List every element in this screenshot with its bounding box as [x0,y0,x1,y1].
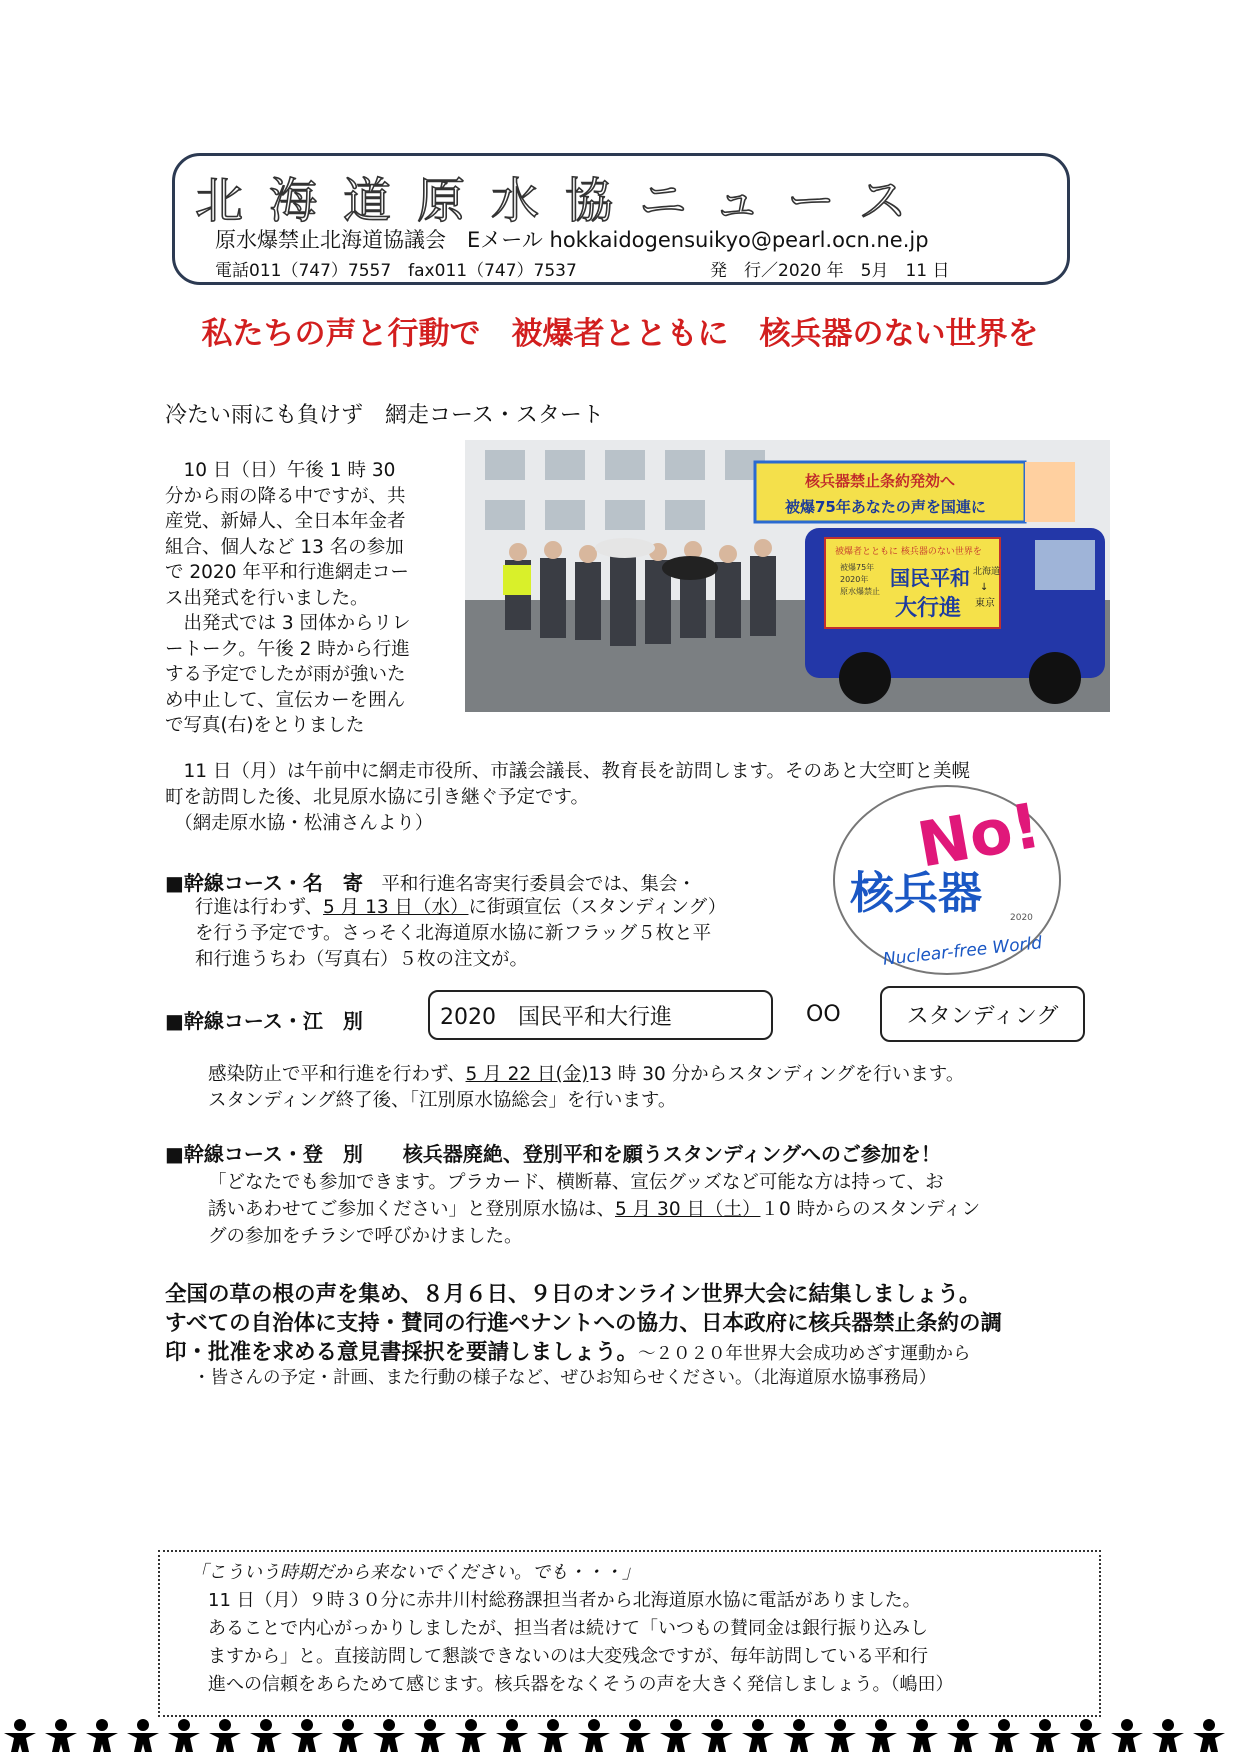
person-figure-icon [783,1719,815,1752]
text-line: ートーク。午後 2 時から行進 [165,638,410,660]
person-figure-icon [291,1719,323,1752]
decorative-people-border [0,1716,1240,1754]
person-figure-icon [660,1719,692,1752]
person-figure-icon [947,1719,979,1752]
person-figure-icon [701,1719,733,1752]
peace-march-box-label: 2020 国民平和大行進 [440,1004,672,1030]
person-figure-icon [127,1719,159,1752]
section-ebetsu-line2: スタンディング終了後、「江別原水協総会」を行います。 [208,1090,677,1111]
car-route2: ↓ [980,582,989,593]
section-abashiri-heading: 冷たい雨にも負けず 網走コース・スタート [165,403,604,428]
person-figure-icon [537,1719,569,1752]
rally-photo-illustration [465,440,1110,712]
banner-text-bottom: 被爆75年あなたの声を国連に [785,498,986,516]
text-span: １0 時からのスタンディン [760,1199,981,1220]
car-sign-left1: 被爆75年 [840,563,875,572]
issue-date: 発 行／2020 年 5月 11 日 [710,261,950,281]
date-span: 5 月 30 日（土） [615,1199,761,1220]
car-sign-main2: 大行進 [895,596,962,621]
text-line: 分から雨の降る中ですが、共 [165,485,406,507]
text-span: に街頭宣伝（スタンディング） [468,897,727,918]
person-figure-icon [209,1719,241,1752]
note-title: 「こういう時期だから来ないでください。でも・・・」 [190,1562,640,1583]
car-route3: 東京 [975,598,995,609]
text-line: 町を訪問した後、北見原水協に引き継ぐ予定です。 [165,787,590,808]
text-span: 13 時 30 分からスタンディングを行います。 [588,1064,965,1085]
appeal-line4: ・皆さんの予定・計画、また行動の様子など、ぜひお知らせください。（北海道原水協事務局） [193,1368,937,1388]
text-line: （網走原水協・松浦さんより） [165,813,434,834]
photo-abashiri-rally [465,440,1110,712]
car-sign-main1: 国民平和 [890,566,970,590]
person-figure-icon [455,1719,487,1752]
peace-march-box [428,990,773,1040]
person-figure-icon [1111,1719,1143,1752]
text-line: で 2020 年平和行進網走コー [165,562,409,583]
standing-box [880,986,1085,1042]
people-border-icons [0,1716,1240,1754]
section-noboribetsu-heading: ■幹線コース・登 別 核兵器廃絶、登別平和を願うスタンディングへのご参加を！ [165,1142,941,1166]
text-line: ス出発式を行いました。 [165,587,369,609]
organization-email: 原水爆禁止北海道協議会 Eメール hokkaidogensuikyo@pearl.ocn.ne.jp [215,228,929,252]
person-figure-icon [168,1719,200,1752]
masthead [172,153,1070,285]
person-figure-icon [332,1719,364,1752]
standing-box-label: スタンディング [906,1003,1059,1029]
person-figure-icon [1070,1719,1102,1752]
person-figure-icon [496,1719,528,1752]
section-ebetsu-heading: ■幹線コース・江 別 [165,1009,363,1033]
car-sign-left3: 原水爆禁止 [840,587,880,596]
car-sign-left2: 2020年 [840,575,869,584]
person-figure-icon [619,1719,651,1752]
fan-english-text: Nuclear-free World [882,933,1043,970]
fan-kanji-text: 核兵器 [850,868,982,919]
newsletter-title: 北海道原水協ニュース [195,173,933,229]
section-noboribetsu-line1: 「どなたでも参加できます。プラカード、横断幕、宣伝グッズなど可能な方は持って、お [208,1172,944,1193]
person-figure-icon [86,1719,118,1752]
text-line: 出発式では 3 団体からリレ [165,613,411,634]
note-line3: ますから」と。直接訪問して懇談できないのは大変残念ですが、毎年訪問している平和行 [208,1646,928,1667]
section-nayoro-heading: ■幹線コース・名 寄 [165,871,363,895]
section-nayoro-line2 [195,893,726,919]
text-span: 感染防止で平和行進を行わず、 [208,1064,466,1085]
person-figure-icon [45,1719,77,1752]
person-figure-icon [824,1719,856,1752]
text-line: する予定でしたが雨が強いた [165,664,406,685]
car-sign-top: 被爆者とともに 核兵器のない世界を [835,547,982,557]
note-line2: あることで内心がっかりしましたが、担当者は続けて「いつもの賛同金は銀行振り込みし [208,1618,928,1639]
text-line: 平和行進名寄実行委員会では、集会・ [362,874,696,895]
boxed-note [158,1550,1101,1717]
person-figure-icon [414,1719,446,1752]
section-abashiri-column [165,456,465,737]
fan-illustration [828,780,1066,980]
section-ebetsu-line1 [208,1060,964,1086]
text-span: 誘いあわせてご参加ください」と登別原水協は、 [208,1199,616,1220]
person-figure-icon [865,1719,897,1752]
slogan: 私たちの声と行動で 被爆者とともに 核兵器のない世界を [201,316,1039,352]
car-route1: 北海道 [973,567,1001,577]
section-nayoro-line4: 和行進うちわ（写真右）５枚の注文が。 [195,949,529,970]
person-figure-icon [1029,1719,1061,1752]
person-figure-icon [1152,1719,1184,1752]
fan-year: 2020 [1010,913,1033,923]
banner-text-top: 核兵器禁止条約発効へ [805,472,956,490]
text-span: ～２０２０年世界大会成功めざす運動から [638,1344,971,1364]
person-figure-icon [250,1719,282,1752]
person-figure-icon [742,1719,774,1752]
section-nayoro [165,867,696,896]
appeal-line1: 全国の草の根の声を集め、８月６日、９日のオンライン世界大会に結集しましょう。 [165,1282,981,1307]
note-line4: 進への信頼をあらためて感じます。核兵器をなくそうの声を大きく発信しましょう。（嶋田） [208,1674,954,1695]
text-span: 印・批准を求める意見書採択を要請しましょう。 [165,1340,639,1365]
appeal-line2: すべての自治体に支持・賛同の行進ペナントへの協力、日本政府に核兵器禁止条約の調 [165,1311,1002,1336]
appeal-line3 [165,1335,971,1366]
section-noboribetsu-line3: グの参加をチラシで呼びかけました。 [208,1226,523,1247]
nuclear-free-fan-logo [828,780,1066,980]
person-figure-icon [373,1719,405,1752]
person-figure-icon [4,1719,36,1752]
person-figure-icon [906,1719,938,1752]
text-line: 11 日（月）は午前中に網走市役所、市議会議長、教育長を訪問します。そのあと大空町と美幌 [165,761,970,782]
person-figure-icon [1193,1719,1225,1752]
oo-mark: OO [806,1002,841,1027]
person-figure-icon [578,1719,610,1752]
person-figure-icon [988,1719,1020,1752]
date-span: 5 月 22 日(金) [465,1064,589,1085]
text-line: め中止して、宣伝カーを囲ん [165,689,406,711]
fan-no-text: No! [912,788,1046,882]
note-line1: 11 日（月）９時３０分に赤井川村総務課担当者から北海道原水協に電話がありました。 [190,1590,921,1611]
text-line: で写真(右)をとりました [165,715,365,736]
text-span: 行進は行わず、 [195,897,324,918]
text-line: 産党、新婦人、全日本年金者 [165,511,406,532]
date-span: 5 月 13 日（水） [323,897,469,918]
section-noboribetsu-line2 [208,1195,980,1221]
text-line: 組合、個人など 13 名の参加 [165,536,404,558]
section-nayoro-line3: を行う予定です。さっそく北海道原水協に新フラッグ５枚と平 [195,923,712,944]
contact-phone-fax: 電話011（747）7557 fax011（747）7537 [215,261,577,281]
text-line: 10 日（日）午後 1 時 30 [165,460,396,481]
